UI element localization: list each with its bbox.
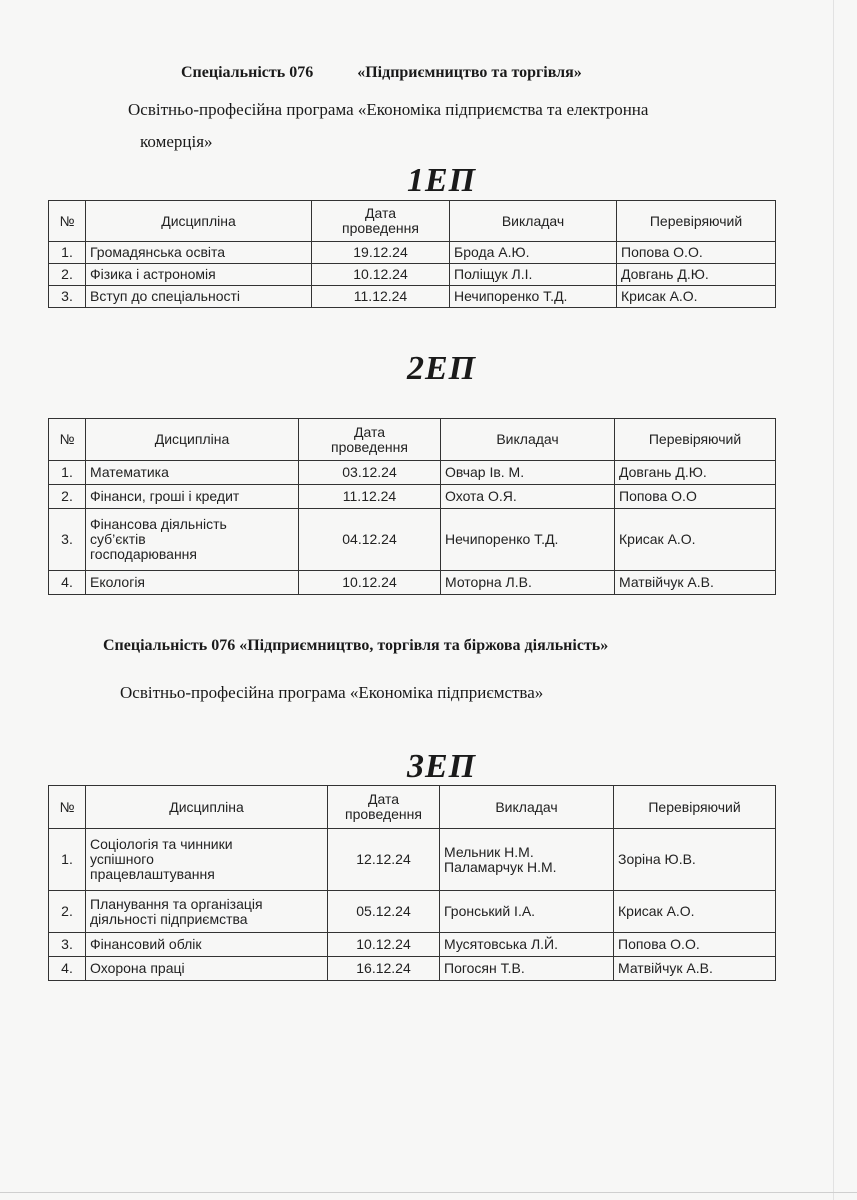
- cell-num: 3.: [49, 933, 86, 957]
- cell-num: 2.: [49, 485, 86, 509]
- cell-num: 1.: [49, 242, 86, 264]
- cell-date: 19.12.24: [312, 242, 450, 264]
- header-discipline: Дисципліна: [86, 419, 299, 461]
- cell-date: 11.12.24: [312, 286, 450, 308]
- cell-checker: Крисак А.О.: [617, 286, 776, 308]
- cell-num: 3.: [49, 286, 86, 308]
- header-date: Дата проведення: [328, 786, 440, 829]
- cell-checker: Зоріна Ю.В.: [614, 829, 776, 891]
- cell-checker: Попова О.О.: [614, 933, 776, 957]
- cell-discipline: Фізика і астрономія: [86, 264, 312, 286]
- cell-num: 4.: [49, 571, 86, 595]
- cell-num: 3.: [49, 509, 86, 571]
- cell-checker: Крисак А.О.: [615, 509, 776, 571]
- table-row: [49, 891, 776, 933]
- cell-discipline: Охорона праці: [86, 957, 328, 981]
- cell-teacher: Охота О.Я.: [441, 485, 615, 509]
- header-checker: Перевіряючий: [614, 786, 776, 829]
- cell-teacher: Гронський І.А.: [440, 891, 614, 933]
- cell-checker: Матвійчук А.В.: [614, 957, 776, 981]
- cell-discipline: Громадянська освіта: [86, 242, 312, 264]
- spec-name: «Підприємництво та торгівля»: [357, 64, 582, 81]
- spec-prefix: Спеціальність 076: [181, 64, 314, 81]
- cell-date: 16.12.24: [328, 957, 440, 981]
- cell-checker: Попова О.О.: [617, 242, 776, 264]
- cell-checker: Довгань Д.Ю.: [617, 264, 776, 286]
- cell-discipline: Фінансова діяльність суб’єктів господарювання: [86, 509, 299, 571]
- cell-teacher: Мельник Н.М. Паламарчук Н.М.: [440, 829, 614, 891]
- table-row: [49, 242, 776, 264]
- spec-heading-1: [181, 64, 582, 82]
- cell-checker: Довгань Д.Ю.: [615, 461, 776, 485]
- table-header-row: [49, 419, 776, 461]
- group-title-2ep: 2ЕП: [407, 350, 477, 387]
- table-header-row: [49, 201, 776, 242]
- cell-teacher: Мусятовська Л.Й.: [440, 933, 614, 957]
- cell-discipline: Фінанси, гроші і кредит: [86, 485, 299, 509]
- group-title-3ep: 3ЕП: [407, 748, 477, 785]
- cell-discipline: Соціологія та чинники успішного працевлаштування: [86, 829, 328, 891]
- program-line-1: Освітньо-професійна програма «Економіка підприємства та електронна: [128, 100, 649, 119]
- cell-date: 10.12.24: [312, 264, 450, 286]
- cell-discipline: Вступ до спеціальності: [86, 286, 312, 308]
- cell-checker: Матвійчук А.В.: [615, 571, 776, 595]
- header-date: Дата проведення: [299, 419, 441, 461]
- cell-teacher: Овчар Ів. М.: [441, 461, 615, 485]
- cell-teacher: Нечипоренко Т.Д.: [450, 286, 617, 308]
- cell-teacher: Моторна Л.В.: [441, 571, 615, 595]
- group-title-1ep: 1ЕП: [407, 162, 477, 199]
- program-line-3: Освітньо-професійна програма «Економіка підприємства»: [120, 683, 544, 702]
- table-row: [49, 461, 776, 485]
- table-row: [49, 933, 776, 957]
- cell-discipline: Екологія: [86, 571, 299, 595]
- cell-discipline: Планування та організація діяльності підприємства: [86, 891, 328, 933]
- header-date: Дата проведення: [312, 201, 450, 242]
- cell-discipline: Фінансовий облік: [86, 933, 328, 957]
- table-row: [49, 286, 776, 308]
- header-num: №: [49, 201, 86, 242]
- cell-date: 03.12.24: [299, 461, 441, 485]
- cell-discipline: Математика: [86, 461, 299, 485]
- cell-date: 10.12.24: [328, 933, 440, 957]
- cell-teacher: Брода А.Ю.: [450, 242, 617, 264]
- program-line-2: комерція»: [140, 132, 213, 151]
- table-row: [49, 829, 776, 891]
- cell-num: 1.: [49, 461, 86, 485]
- cell-date: 04.12.24: [299, 509, 441, 571]
- cell-teacher: Погосян Т.В.: [440, 957, 614, 981]
- table-row: [49, 485, 776, 509]
- header-num: №: [49, 786, 86, 829]
- header-checker: Перевіряючий: [617, 201, 776, 242]
- cell-date: 10.12.24: [299, 571, 441, 595]
- header-discipline: Дисципліна: [86, 786, 328, 829]
- cell-checker: Крисак А.О.: [614, 891, 776, 933]
- header-discipline: Дисципліна: [86, 201, 312, 242]
- cell-teacher: Поліщук Л.І.: [450, 264, 617, 286]
- table-header-row: [49, 786, 776, 829]
- header-teacher: Викладач: [441, 419, 615, 461]
- header-checker: Перевіряючий: [615, 419, 776, 461]
- scan-edge-bottom: [0, 1192, 857, 1193]
- cell-date: 05.12.24: [328, 891, 440, 933]
- table-row: [49, 264, 776, 286]
- scan-edge-right: [833, 0, 834, 1200]
- cell-num: 2.: [49, 891, 86, 933]
- table-row: [49, 957, 776, 981]
- cell-date: 11.12.24: [299, 485, 441, 509]
- table-row: [49, 509, 776, 571]
- cell-checker: Попова О.О: [615, 485, 776, 509]
- cell-num: 4.: [49, 957, 86, 981]
- schedule-table-1ep: [48, 200, 776, 308]
- header-num: №: [49, 419, 86, 461]
- header-teacher: Викладач: [450, 201, 617, 242]
- spec-heading-2: Спеціальність 076 «Підприємництво, торгівля та біржова діяльність»: [103, 637, 609, 654]
- cell-num: 1.: [49, 829, 86, 891]
- table-row: [49, 571, 776, 595]
- header-teacher: Викладач: [440, 786, 614, 829]
- cell-num: 2.: [49, 264, 86, 286]
- schedule-table-2ep: [48, 418, 776, 595]
- cell-teacher: Нечипоренко Т.Д.: [441, 509, 615, 571]
- schedule-table-3ep: [48, 785, 776, 981]
- cell-date: 12.12.24: [328, 829, 440, 891]
